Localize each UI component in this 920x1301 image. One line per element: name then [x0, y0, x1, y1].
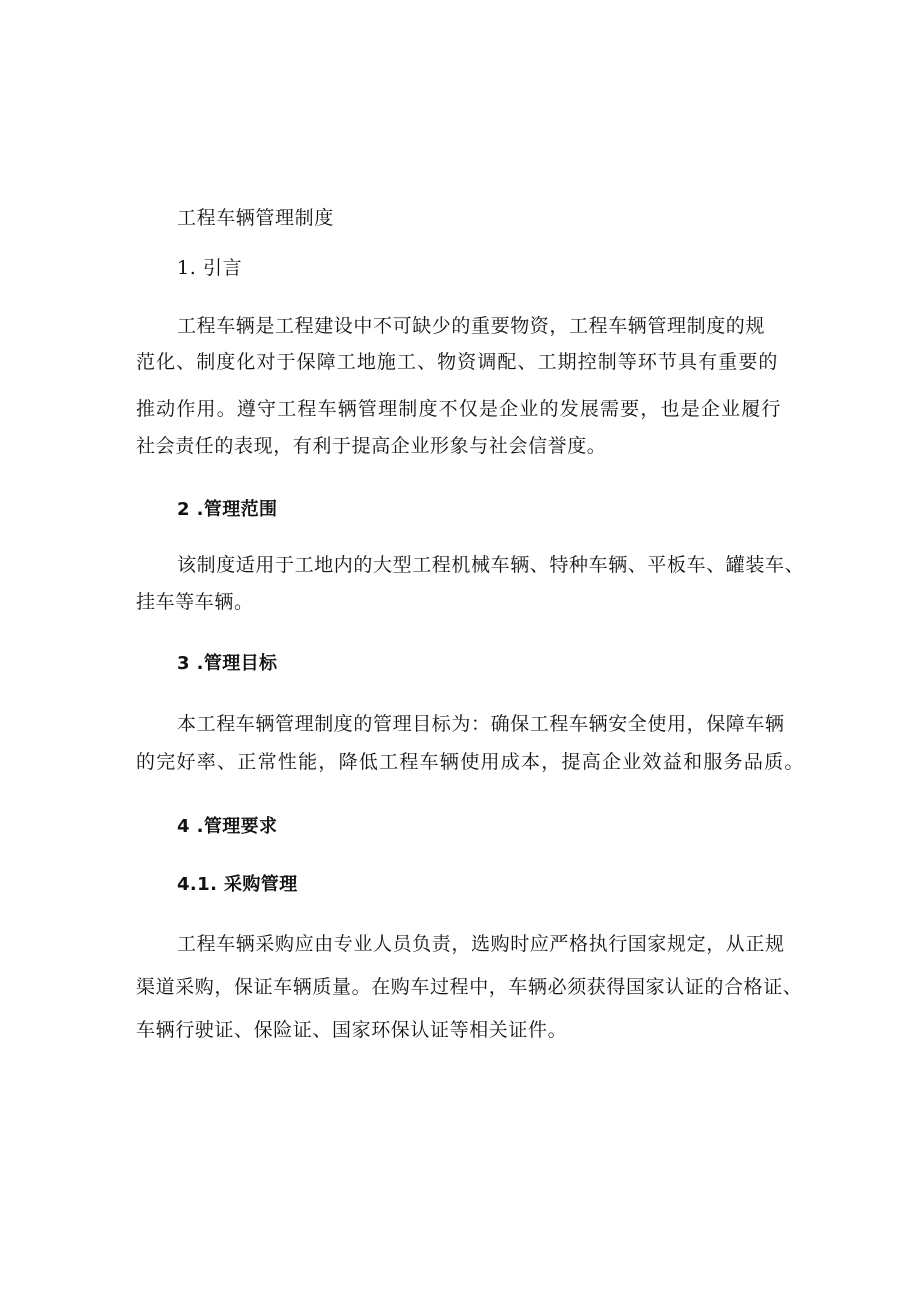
section-2-heading: 2 .管理范围: [177, 499, 278, 520]
section-3-line-2: 的完好率、正常性能，降低工程车辆使用成本，提高企业效益和服务品质。: [136, 751, 804, 773]
section-4-1-heading: 4.1. 采购管理: [177, 874, 298, 895]
section-4-heading: 4 .管理要求: [177, 816, 278, 837]
section-4-1-line-1: 工程车辆采购应由专业人员负责，选购时应严格执行国家规定，从正规: [177, 933, 785, 955]
section-3-heading: 3 .管理目标: [177, 653, 278, 674]
section-1-line-2: 范化、制度化对于保障工地施工、物资调配、工期控制等环节具有重要的: [136, 351, 778, 373]
section-4-1-line-2: 渠道采购，保证车辆质量。在购车过程中，车辆必须获得国家认证的合格证、: [136, 976, 803, 998]
section-3-line-1: 本工程车辆管理制度的管理目标为：确保工程车辆安全使用，保障车辆: [177, 713, 785, 735]
section-1-heading: 1. 引言: [177, 257, 243, 279]
section-1-line-3: 推动作用。遵守工程车辆管理制度不仅是企业的发展需要，也是企业履行: [136, 398, 781, 420]
section-2-line-2: 挂车等车辆。: [136, 591, 254, 613]
section-1-line-1: 工程车辆是工程建设中不可缺少的重要物资，工程车辆管理制度的规: [177, 315, 766, 337]
section-1-line-4: 社会责任的表现，有利于提高企业形象与社会信誉度。: [136, 435, 607, 457]
section-4-1-line-3: 车辆行驶证、保险证、国家环保认证等相关证件。: [136, 1019, 568, 1041]
document-title: 工程车辆管理制度: [177, 207, 334, 229]
section-2-line-1: 该制度适用于工地内的大型工程机械车辆、特种车辆、平板车、罐装车、: [177, 554, 805, 576]
